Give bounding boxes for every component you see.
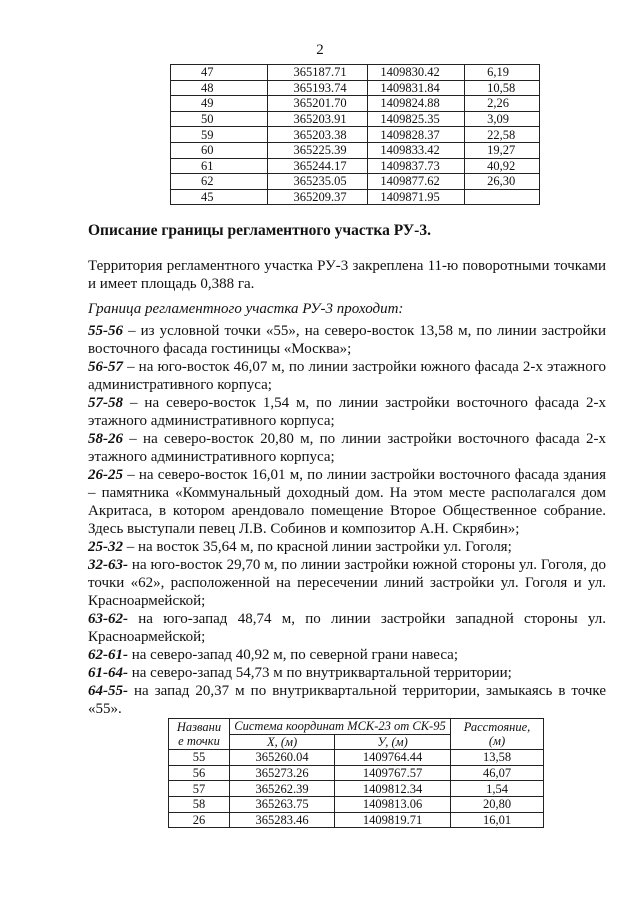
table-cell: 1409828.37 xyxy=(368,127,465,143)
table-cell: 46,07 xyxy=(451,765,544,781)
table-row xyxy=(171,80,540,96)
segment-text: – из условной точки «55», на северо-восток 13,58 м, по линии застройки восточного фасада гостиницы «Москва»; xyxy=(88,323,606,357)
segment-code: 63-62- xyxy=(88,611,128,627)
table-cell: 56 xyxy=(169,765,230,781)
boundary-lead: Граница регламентного участка РУ-3 проходит: xyxy=(88,301,404,317)
boundary-segment xyxy=(88,664,606,682)
segment-code: 26-25 xyxy=(88,467,123,483)
table-row xyxy=(171,96,540,112)
table-cell: 1409833.42 xyxy=(368,142,465,158)
table-cell: 10,58 xyxy=(465,80,540,96)
segment-code: 57-58 xyxy=(88,395,123,411)
table-cell: 365273.26 xyxy=(230,765,335,781)
boundary-segment xyxy=(88,556,606,610)
segment-code: 56-57 xyxy=(88,359,123,375)
boundary-segment xyxy=(88,646,606,664)
table-cell: 365203.38 xyxy=(267,127,368,143)
table-cell: 48 xyxy=(171,80,268,96)
table-cell: 365201.70 xyxy=(267,96,368,112)
table-row xyxy=(171,127,540,143)
segment-code: 58-26 xyxy=(88,431,123,447)
boundary-segment xyxy=(88,430,606,466)
header-coordinate-system: Система координат МСК-23 от СК-95 xyxy=(230,719,451,735)
header-distance: Расстояние, (м) xyxy=(451,719,544,750)
table-row xyxy=(169,765,544,781)
segment-text: – на юго-восток 46,07 м, по линии застройки южного фасада 2-х этажного административного корпуса; xyxy=(88,359,606,393)
table-cell: 365262.39 xyxy=(230,781,335,797)
table-cell: 57 xyxy=(169,781,230,797)
boundary-segment xyxy=(88,682,606,718)
segment-text: на северо-запад 40,92 м, по северной грани навеса; xyxy=(128,647,458,663)
table-row xyxy=(169,796,544,812)
table-row xyxy=(171,142,540,158)
segment-code: 64-55- xyxy=(88,683,128,699)
segment-code: 55-56 xyxy=(88,323,123,339)
table-cell: 1409819.71 xyxy=(335,812,451,828)
table-cell: 50 xyxy=(171,111,268,127)
segment-text: на юго-восток 29,70 м, по линии застройки южной стороны ул. Гоголя, до точки «62», расположенной на пересечении линий застройки ул. Гоголя и ул. Красноармейской; xyxy=(88,557,606,609)
header-x: X, (м) xyxy=(230,734,335,750)
page-number: 2 xyxy=(316,42,324,58)
table-row xyxy=(169,812,544,828)
table-cell: 62 xyxy=(171,174,268,190)
table-cell: 59 xyxy=(171,127,268,143)
boundary-segment xyxy=(88,358,606,394)
table-cell: 365283.46 xyxy=(230,812,335,828)
table-cell: 365225.39 xyxy=(267,142,368,158)
table-cell: 60 xyxy=(171,142,268,158)
table-cell: 1409825.35 xyxy=(368,111,465,127)
coordinates-table-top xyxy=(170,64,540,205)
header-point-name: Названи е точки xyxy=(169,719,230,750)
table-cell: 1409877.62 xyxy=(368,174,465,190)
boundary-segment xyxy=(88,610,606,646)
table-cell: 365244.17 xyxy=(267,158,368,174)
table-cell: 365209.37 xyxy=(267,189,368,205)
table-cell: 13,58 xyxy=(451,750,544,766)
header-y: У, (м) xyxy=(335,734,451,750)
segment-text: на северо-запад 54,73 м по внутриквартальной территории; xyxy=(128,665,512,681)
table-row xyxy=(171,189,540,205)
table-cell: 26 xyxy=(169,812,230,828)
table-cell: 1409831.84 xyxy=(368,80,465,96)
table-cell: 1409871.95 xyxy=(368,189,465,205)
table-cell: 49 xyxy=(171,96,268,112)
table-cell: 26,30 xyxy=(465,174,540,190)
table-cell: 1409813.06 xyxy=(335,796,451,812)
boundary-segment xyxy=(88,538,606,556)
table-cell: 45 xyxy=(171,189,268,205)
table-cell: 61 xyxy=(171,158,268,174)
section-heading: Описание границы регламентного участка РУ-3. xyxy=(88,222,431,239)
segment-text: – на северо-восток 1,54 м, по линии застройки восточного фасада 2-х этажного административного корпуса; xyxy=(88,395,606,429)
segment-code: 62-61- xyxy=(88,647,128,663)
segment-code: 25-32 xyxy=(88,539,123,555)
table-row xyxy=(171,111,540,127)
territory-intro: Территория регламентного участка РУ-3 закреплена 11-ю поворотными точками и имеет площадь 0,388 га. xyxy=(88,258,606,292)
boundary-segment xyxy=(88,466,606,538)
segment-text: – на северо-восток 16,01 м, по линии застройки восточного фасада здания – памятника «Коммунальный доходный дом. На этом месте располагался дом Акритаса, в котором арендовало помещение Второе Общественное собрание. Здесь выступали певец Л.В. Собинов и композитор А.Н. Скрябин»; xyxy=(88,467,606,537)
coordinates-table-bottom xyxy=(168,718,544,828)
table-cell: 40,92 xyxy=(465,158,540,174)
table-cell: 47 xyxy=(171,65,268,81)
segment-text: – на восток 35,64 м, по красной линии застройки ул. Гоголя; xyxy=(123,539,512,555)
table-cell: 1,54 xyxy=(451,781,544,797)
table-row xyxy=(169,750,544,766)
table-row xyxy=(171,158,540,174)
table-cell: 6,19 xyxy=(465,65,540,81)
table-cell: 1409764.44 xyxy=(335,750,451,766)
table-row xyxy=(171,174,540,190)
table-row xyxy=(171,65,540,81)
segment-code: 32-63- xyxy=(88,557,128,573)
table-cell: 55 xyxy=(169,750,230,766)
table-cell: 20,80 xyxy=(451,796,544,812)
table-cell: 1409812.34 xyxy=(335,781,451,797)
table-cell: 365187.71 xyxy=(267,65,368,81)
table-cell: 1409830.42 xyxy=(368,65,465,81)
table-cell: 365193.74 xyxy=(267,80,368,96)
table-cell: 365260.04 xyxy=(230,750,335,766)
table-cell: 2,26 xyxy=(465,96,540,112)
boundary-segment xyxy=(88,394,606,430)
table-cell: 19,27 xyxy=(465,142,540,158)
table-cell: 58 xyxy=(169,796,230,812)
table-cell: 3,09 xyxy=(465,111,540,127)
table-cell: 1409824.88 xyxy=(368,96,465,112)
segment-text: на запад 20,37 м по внутриквартальной территории, замыкаясь в точке «55». xyxy=(88,683,606,717)
boundary-segments xyxy=(88,322,606,718)
table-cell: 365263.75 xyxy=(230,796,335,812)
boundary-segment xyxy=(88,322,606,358)
table-cell: 1409767.57 xyxy=(335,765,451,781)
table-cell: 1409837.73 xyxy=(368,158,465,174)
table-cell xyxy=(465,189,540,205)
table-row xyxy=(169,781,544,797)
table-cell: 365203.91 xyxy=(267,111,368,127)
table-cell: 16,01 xyxy=(451,812,544,828)
segment-text: на юго-запад 48,74 м, по линии застройки западной стороны ул. Красноармейской; xyxy=(88,611,606,645)
table-cell: 365235.05 xyxy=(267,174,368,190)
segment-text: – на северо-восток 20,80 м, по линии застройки восточного фасада 2-х этажного административного корпуса; xyxy=(88,431,606,465)
table-cell: 22,58 xyxy=(465,127,540,143)
segment-code: 61-64- xyxy=(88,665,128,681)
